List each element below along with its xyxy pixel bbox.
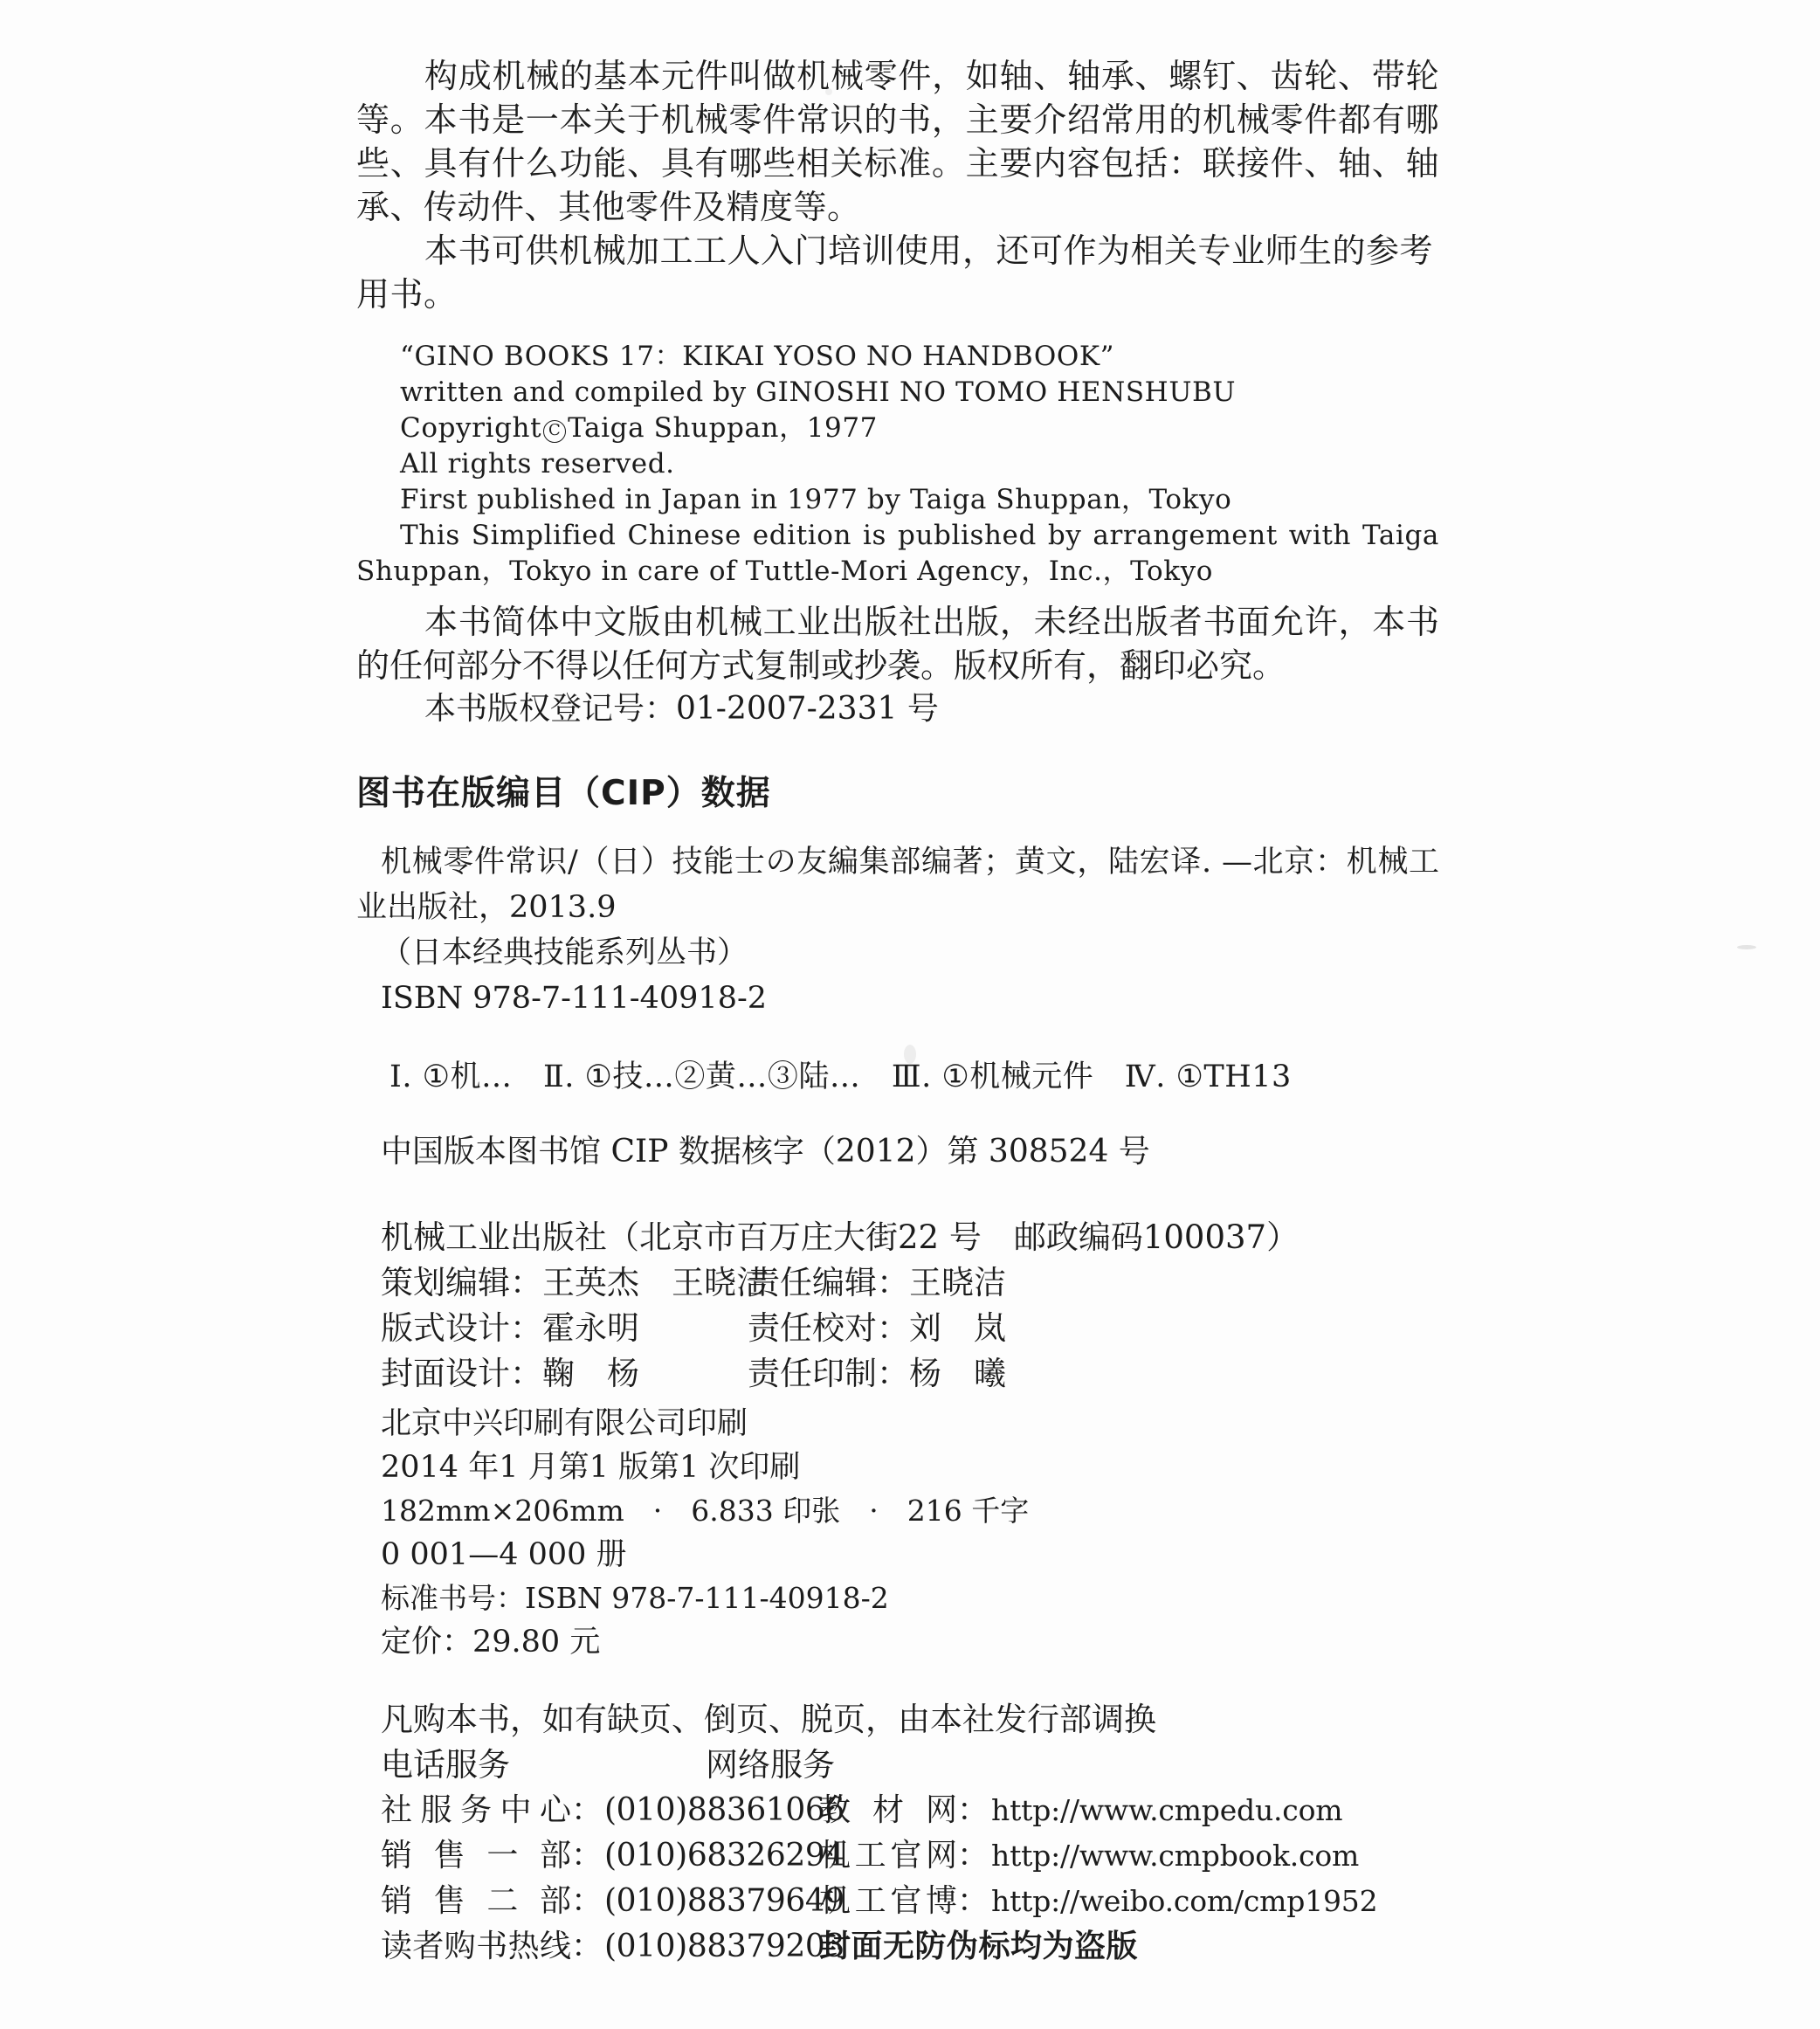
publisher-line: 机械工业出版社（北京市百万庄大街22 号 邮政编码100037） — [381, 1218, 1300, 1256]
printing-specs-block — [356, 1402, 1439, 1664]
scan-speck — [904, 1045, 916, 1064]
phone-colon: ： — [571, 1792, 603, 1828]
web-service-heading: 网络服务 — [706, 1746, 835, 1784]
imprint-block — [356, 1215, 1439, 1397]
web-colon: ： — [957, 1792, 989, 1828]
responsible-proofreader: 责任校对：刘 岚 — [748, 1309, 1006, 1347]
copyright-registration-number: 本书版权登记号：01-2007-2331 号 — [424, 691, 939, 727]
cip-verification-number: 中国版本图书馆 CIP 数据核字（2012）第 308524 号 — [381, 1134, 1150, 1170]
scan-speck — [1737, 945, 1756, 949]
print-run: 0 001—4 000 册 — [381, 1537, 627, 1572]
service-phone-label: 销售一部 — [381, 1838, 571, 1874]
scan-speck — [825, 88, 832, 95]
english-author-line: written and compiled by GINOSHI NO TOMO HENSHUBU — [400, 376, 1237, 408]
phone-service-heading: 电话服务 — [381, 1746, 510, 1784]
phone-colon: ： — [571, 1838, 603, 1874]
service-row — [356, 1879, 1439, 1924]
service-block — [356, 1697, 1439, 1970]
english-title-line: “GINO BOOKS 17：KIKAI YOSO NO HANDBOOK” — [400, 341, 1115, 372]
abstract-paragraph-2: 本书可供机械加工工人入门培训使用，还可作为相关专业师生的参考用书。 — [356, 231, 1434, 314]
web-colon: ： — [957, 1883, 989, 1919]
service-row — [356, 1833, 1439, 1879]
service-row — [356, 1924, 1439, 1970]
service-phone-label: 销售二部 — [381, 1883, 571, 1919]
service-phone-value[interactable]: (010)68326294 — [604, 1838, 845, 1874]
imprint-row — [356, 1306, 1439, 1351]
chinese-rights-block — [356, 600, 1439, 731]
service-web-label: 教材网 — [819, 1792, 958, 1828]
cip-series: （日本经典技能系列丛书） — [381, 935, 748, 970]
english-first-published-line: First published in Japan in 1977 by Taiga Shuppan，Tokyo — [400, 484, 1232, 515]
exchange-notice: 凡购本书，如有缺页、倒页、脱页，由本社发行部调换 — [381, 1701, 1156, 1738]
service-web-value[interactable]: http://www.cmpbook.com — [991, 1839, 1360, 1873]
copyright-suffix-text: Taiga Shuppan，1977 — [568, 412, 878, 444]
service-phone-value[interactable]: (010)88361066 — [604, 1792, 845, 1828]
abstract-block — [356, 54, 1439, 316]
layout-designer: 版式设计：霍永明 — [381, 1309, 639, 1347]
english-arrangement-line: This Simplified Chinese edition is published by arrangement with Taiga Shuppan，Tokyo in care of Tuttle-Mori Agency，Inc.，Tokyo — [356, 520, 1439, 587]
copyright-symbol-icon: C — [543, 420, 566, 443]
responsible-printer: 责任印制：杨 曦 — [748, 1355, 1006, 1392]
imprint-row — [356, 1260, 1439, 1306]
cip-classification: Ⅰ. ①机… Ⅱ. ①技…②黄…③陆… Ⅲ. ①机械元件 Ⅳ. ①TH13 — [390, 1059, 1292, 1094]
anti-counterfeit-notice: 封面无防伪标均为盗版 — [819, 1929, 1139, 1964]
english-copyright-block — [356, 339, 1439, 590]
standard-book-number: 标准书号：ISBN 978-7-111-40918-2 — [381, 1581, 889, 1615]
cip-isbn: ISBN 978-7-111-40918-2 — [381, 981, 768, 1016]
planning-editor: 策划编辑：王英杰 王晓洁 — [381, 1264, 769, 1301]
responsible-editor: 责任编辑：王晓洁 — [748, 1264, 1006, 1301]
service-web-value[interactable]: http://weibo.com/cmp1952 — [991, 1884, 1378, 1918]
chinese-rights-statement: 本书简体中文版由机械工业出版社出版，未经出版者书面允许，本书的任何部分不得以任何方式复制或抄袭。版权所有，翻印必究。 — [356, 603, 1439, 685]
service-phone-label: 读者购书热线 — [381, 1929, 571, 1964]
phone-colon: ： — [571, 1929, 603, 1964]
physical-specs: 182mm×206mm · 6.833 印张 · 216 千字 — [381, 1494, 1030, 1528]
service-phone-value[interactable]: (010)88379203 — [604, 1929, 845, 1964]
web-colon: ： — [957, 1838, 989, 1874]
phone-colon: ： — [571, 1883, 603, 1919]
service-phone-value[interactable]: (010)88379649 — [604, 1883, 845, 1919]
service-web-label: 机工官网 — [819, 1838, 958, 1874]
copyright-prefix-text: Copyright — [400, 412, 542, 444]
abstract-paragraph-1: 构成机械的基本元件叫做机械零件，如轴、轴承、螺钉、齿轮、带轮等。本书是一本关于机械零件常识的书，主要介绍常用的机械零件都有哪些、具有什么功能、具有哪些相关标准。主要内容包括：联接件、轴、轴承、传动件、其他零件及精度等。 — [356, 57, 1439, 226]
printer-name: 北京中兴印刷有限公司印刷 — [381, 1406, 748, 1441]
english-copyright-line — [356, 411, 1439, 446]
english-all-rights-line: All rights reserved. — [400, 448, 675, 480]
price: 定价：29.80 元 — [381, 1625, 601, 1660]
service-headings — [356, 1743, 1439, 1788]
service-row — [356, 1788, 1439, 1833]
cip-heading: 图书在版编目（CIP）数据 — [356, 774, 771, 813]
edition-info: 2014 年1 月第1 版第1 次印刷 — [381, 1450, 801, 1485]
service-web-value[interactable]: http://www.cmpedu.com — [991, 1793, 1343, 1827]
cover-designer: 封面设计：鞠 杨 — [381, 1355, 639, 1392]
service-phone-label: 社服务中心 — [381, 1792, 571, 1828]
page-content — [356, 54, 1439, 1970]
cip-block — [356, 839, 1439, 1175]
imprint-row — [356, 1351, 1439, 1397]
service-web-label: 机工官博 — [819, 1883, 958, 1919]
cip-title-statement: 机械零件常识/（日）技能士の友編集部编著；黄文，陆宏译. —北京：机械工业出版社，2013.9 — [356, 845, 1439, 925]
